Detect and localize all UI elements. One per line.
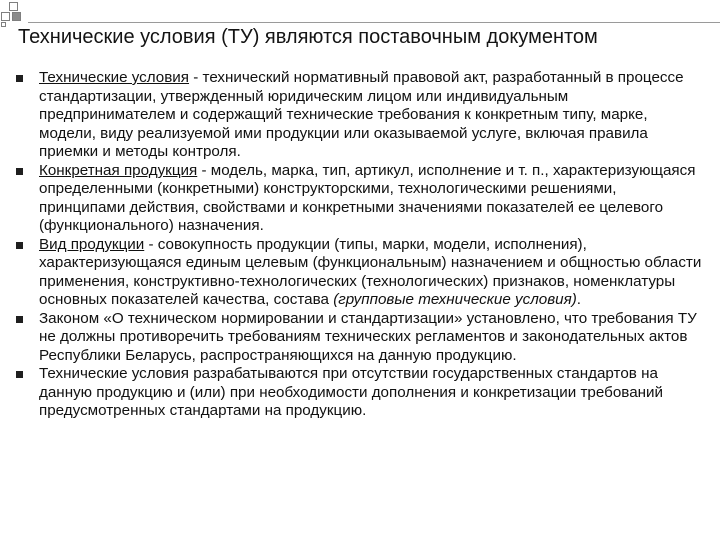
list-item [16,365,706,421]
list-item [16,310,706,366]
title-rule [28,22,720,23]
square-bullet-icon [16,168,23,175]
square-bullet-icon [16,75,23,82]
item-text: Технические условия разрабатываются при отсутствии государственных стандартов на данную продукцию и (или) при необходимости дополнения и конкретизации требований предусмотренных стандартами на продукцию. [39,365,663,419]
decor-square [9,2,18,11]
square-bullet-icon [16,242,23,249]
square-bullet-icon [16,316,23,323]
square-bullet-icon [16,371,23,378]
item-tail: . [576,291,582,308]
slide-title: Технические условия (ТУ) являются поставочным документом [18,26,598,48]
list-item [16,69,706,162]
decor-square [1,12,10,21]
term-definition: Конкретная продукция [39,161,198,179]
item-text: - модель, марка, тип, артикул, исполнение и т. п., характеризующаяся определенными (конкретными) конструкторскими, технологическими решениями, принципами действия, свойствами и конкретными значениями показателей ее целевого (функционального) назначения. [39,161,696,234]
term-definition: Вид продукции [39,235,145,253]
term-definition: Технические условия [39,69,190,86]
italic-note: (групповые технические условия) [333,291,577,308]
decor-square [1,22,6,27]
item-text: - технический нормативный правовой акт, разработанный в процессе стандартизации, утвержденный юридическим лицом или индивидуальным предпринимателем и содержащий технические требования к конкретным типу, марке, модели, виду реализуемой ими продукции или оказываемой услуге, включая правила приемки и методы контроля. [39,69,684,160]
list-item [16,162,706,236]
list-item [16,236,706,310]
item-text: Законом «О техническом нормировании и стандартизации» установлено, что требования ТУ не должны противоречить требованиям технических регламентов и законодательных актов Республики Беларусь, распространяющихся на данную продукцию. [39,309,697,364]
decor-square [12,12,21,21]
item-text: - совокупность продукции (типы, марки, модели, исполнения), характеризующаяся единым целевым (функциональным) назначением и общностью области применения, конструктивно-технологических (технологических) признаков, номенклатуры основных показателей качества, состава [39,235,702,308]
bullet-list [16,69,706,421]
